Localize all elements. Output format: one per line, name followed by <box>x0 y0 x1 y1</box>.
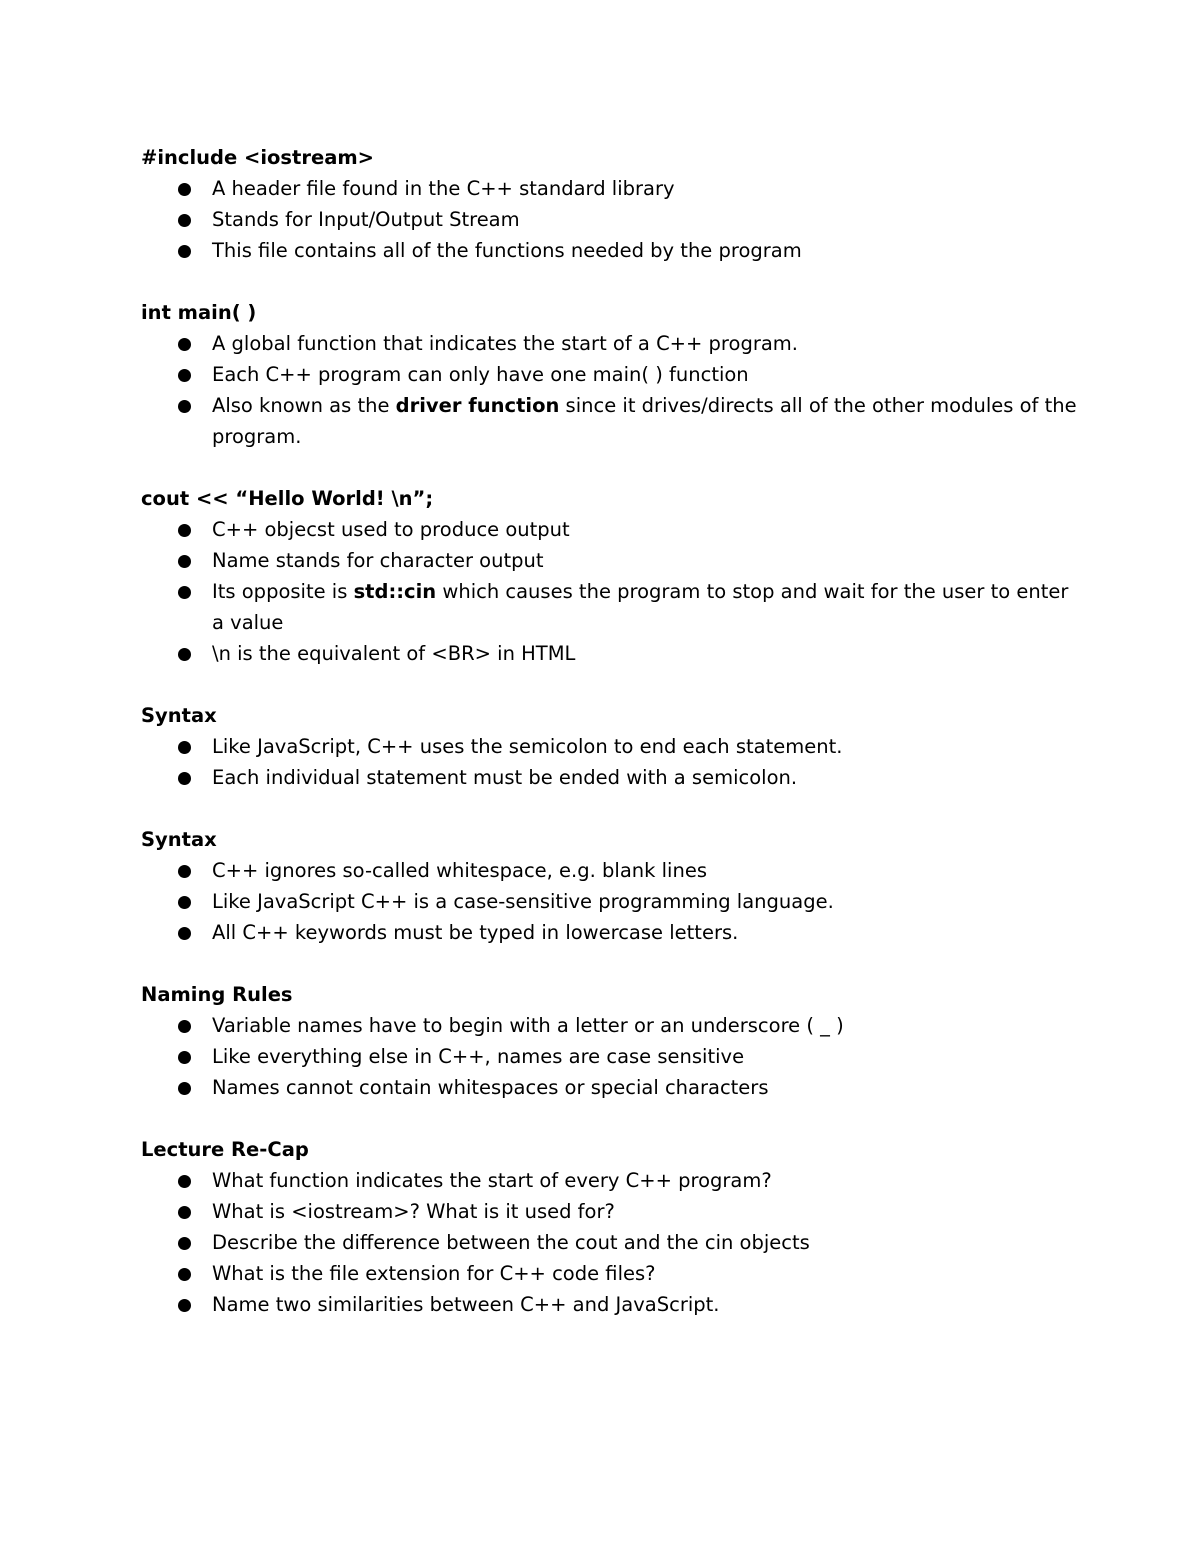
section-heading: Syntax <box>141 828 217 851</box>
bullet-icon <box>178 896 191 909</box>
heading-code: cout << <box>141 487 236 510</box>
list-item-text <box>212 580 1068 634</box>
list-item-text: Like JavaScript C++ is a case-sensitive programming language. <box>212 890 834 913</box>
bullet-icon <box>178 183 191 196</box>
bullet-icon <box>178 648 191 661</box>
list-item <box>141 173 1081 204</box>
bullet-icon <box>178 369 191 382</box>
list-item <box>141 576 1081 638</box>
section-include-iostream <box>141 142 1081 266</box>
list-item <box>141 1196 1081 1227</box>
text-run: which causes the program to stop and wait for the user to enter a value <box>212 580 1069 634</box>
list-item <box>141 1289 1081 1320</box>
bullet-list <box>141 1010 1081 1103</box>
section-heading: #include <iostream> <box>141 146 375 169</box>
text-run: Also known as the <box>212 394 396 417</box>
list-item-text: What function indicates the start of every C++ program? <box>212 1169 772 1192</box>
bullet-icon <box>178 927 191 940</box>
section-heading: Naming Rules <box>141 983 293 1006</box>
bullet-icon <box>178 1175 191 1188</box>
list-item <box>141 638 1081 669</box>
list-item <box>141 1227 1081 1258</box>
text-run: Its opposite is <box>212 580 354 603</box>
list-item-text <box>212 394 1077 448</box>
section-int-main <box>141 297 1081 452</box>
section-naming-rules <box>141 979 1081 1103</box>
section-heading: int main( ) <box>141 301 257 324</box>
bullet-list <box>141 173 1081 266</box>
bullet-icon <box>178 1020 191 1033</box>
section-lecture-recap <box>141 1134 1081 1320</box>
list-item <box>141 359 1081 390</box>
bullet-icon <box>178 214 191 227</box>
list-item-text: Each C++ program can only have one main( ) function <box>212 363 749 386</box>
list-item-text: Each individual statement must be ended with a semicolon. <box>212 766 798 789</box>
bullet-list <box>141 1165 1081 1320</box>
list-item-text: \n is the equivalent of <BR> in HTML <box>212 642 576 665</box>
list-item-text: Like everything else in C++, names are case sensitive <box>212 1045 745 1068</box>
heading-string: “Hello World! \n” <box>235 487 426 510</box>
section-heading: Syntax <box>141 704 217 727</box>
list-item <box>141 1072 1081 1103</box>
section-cout <box>141 483 1081 669</box>
list-item-text: Names cannot contain whitespaces or special characters <box>212 1076 769 1099</box>
bullet-icon <box>178 1237 191 1250</box>
list-item <box>141 1010 1081 1041</box>
list-item <box>141 390 1081 452</box>
list-item <box>141 545 1081 576</box>
list-item-text: Name stands for character output <box>212 549 544 572</box>
bullet-icon <box>178 1299 191 1312</box>
document-content <box>141 142 1081 1351</box>
bullet-icon <box>178 586 191 599</box>
list-item <box>141 1165 1081 1196</box>
section-heading: Lecture Re-Cap <box>141 1138 309 1161</box>
list-item-text: C++ objecst used to produce output <box>212 518 570 541</box>
bold-term: driver function <box>395 394 560 417</box>
bullet-icon <box>178 524 191 537</box>
bullet-icon <box>178 555 191 568</box>
list-item-text: Variable names have to begin with a letter or an underscore ( _ ) <box>212 1014 844 1037</box>
list-item <box>141 235 1081 266</box>
bullet-list <box>141 855 1081 948</box>
list-item <box>141 917 1081 948</box>
bullet-icon <box>178 1268 191 1281</box>
list-item <box>141 514 1081 545</box>
bullet-icon <box>178 741 191 754</box>
list-item <box>141 1258 1081 1289</box>
bullet-list <box>141 514 1081 669</box>
bullet-icon <box>178 338 191 351</box>
section-heading <box>141 483 1081 514</box>
list-item <box>141 204 1081 235</box>
list-item-text: Like JavaScript, C++ uses the semicolon to end each statement. <box>212 735 843 758</box>
list-item-text: C++ ignores so-called whitespace, e.g. blank lines <box>212 859 707 882</box>
list-item <box>141 731 1081 762</box>
bullet-icon <box>178 1206 191 1219</box>
bold-term: std::cin <box>353 580 437 603</box>
bullet-list <box>141 731 1081 793</box>
list-item-text: What is <iostream>? What is it used for? <box>212 1200 615 1223</box>
bullet-icon <box>178 772 191 785</box>
section-syntax-1 <box>141 700 1081 793</box>
list-item-text: A header file found in the C++ standard library <box>212 177 675 200</box>
bullet-icon <box>178 245 191 258</box>
section-syntax-2 <box>141 824 1081 948</box>
bullet-list <box>141 328 1081 452</box>
list-item-text: Describe the difference between the cout and the cin objects <box>212 1231 810 1254</box>
bullet-icon <box>178 1051 191 1064</box>
bullet-icon <box>178 865 191 878</box>
heading-tail: ; <box>425 487 434 510</box>
list-item-text: All C++ keywords must be typed in lowercase letters. <box>212 921 739 944</box>
list-item-text: A global function that indicates the start of a C++ program. <box>212 332 798 355</box>
list-item-text: This file contains all of the functions needed by the program <box>212 239 802 262</box>
bullet-icon <box>178 1082 191 1095</box>
list-item-text: Name two similarities between C++ and JavaScript. <box>212 1293 720 1316</box>
bullet-icon <box>178 400 191 413</box>
list-item <box>141 855 1081 886</box>
list-item <box>141 762 1081 793</box>
list-item <box>141 1041 1081 1072</box>
list-item-text: What is the file extension for C++ code files? <box>212 1262 656 1285</box>
text-run: since it drives/directs all of the other modules of the program. <box>212 394 1077 448</box>
list-item <box>141 886 1081 917</box>
list-item-text: Stands for Input/Output Stream <box>212 208 520 231</box>
list-item <box>141 328 1081 359</box>
